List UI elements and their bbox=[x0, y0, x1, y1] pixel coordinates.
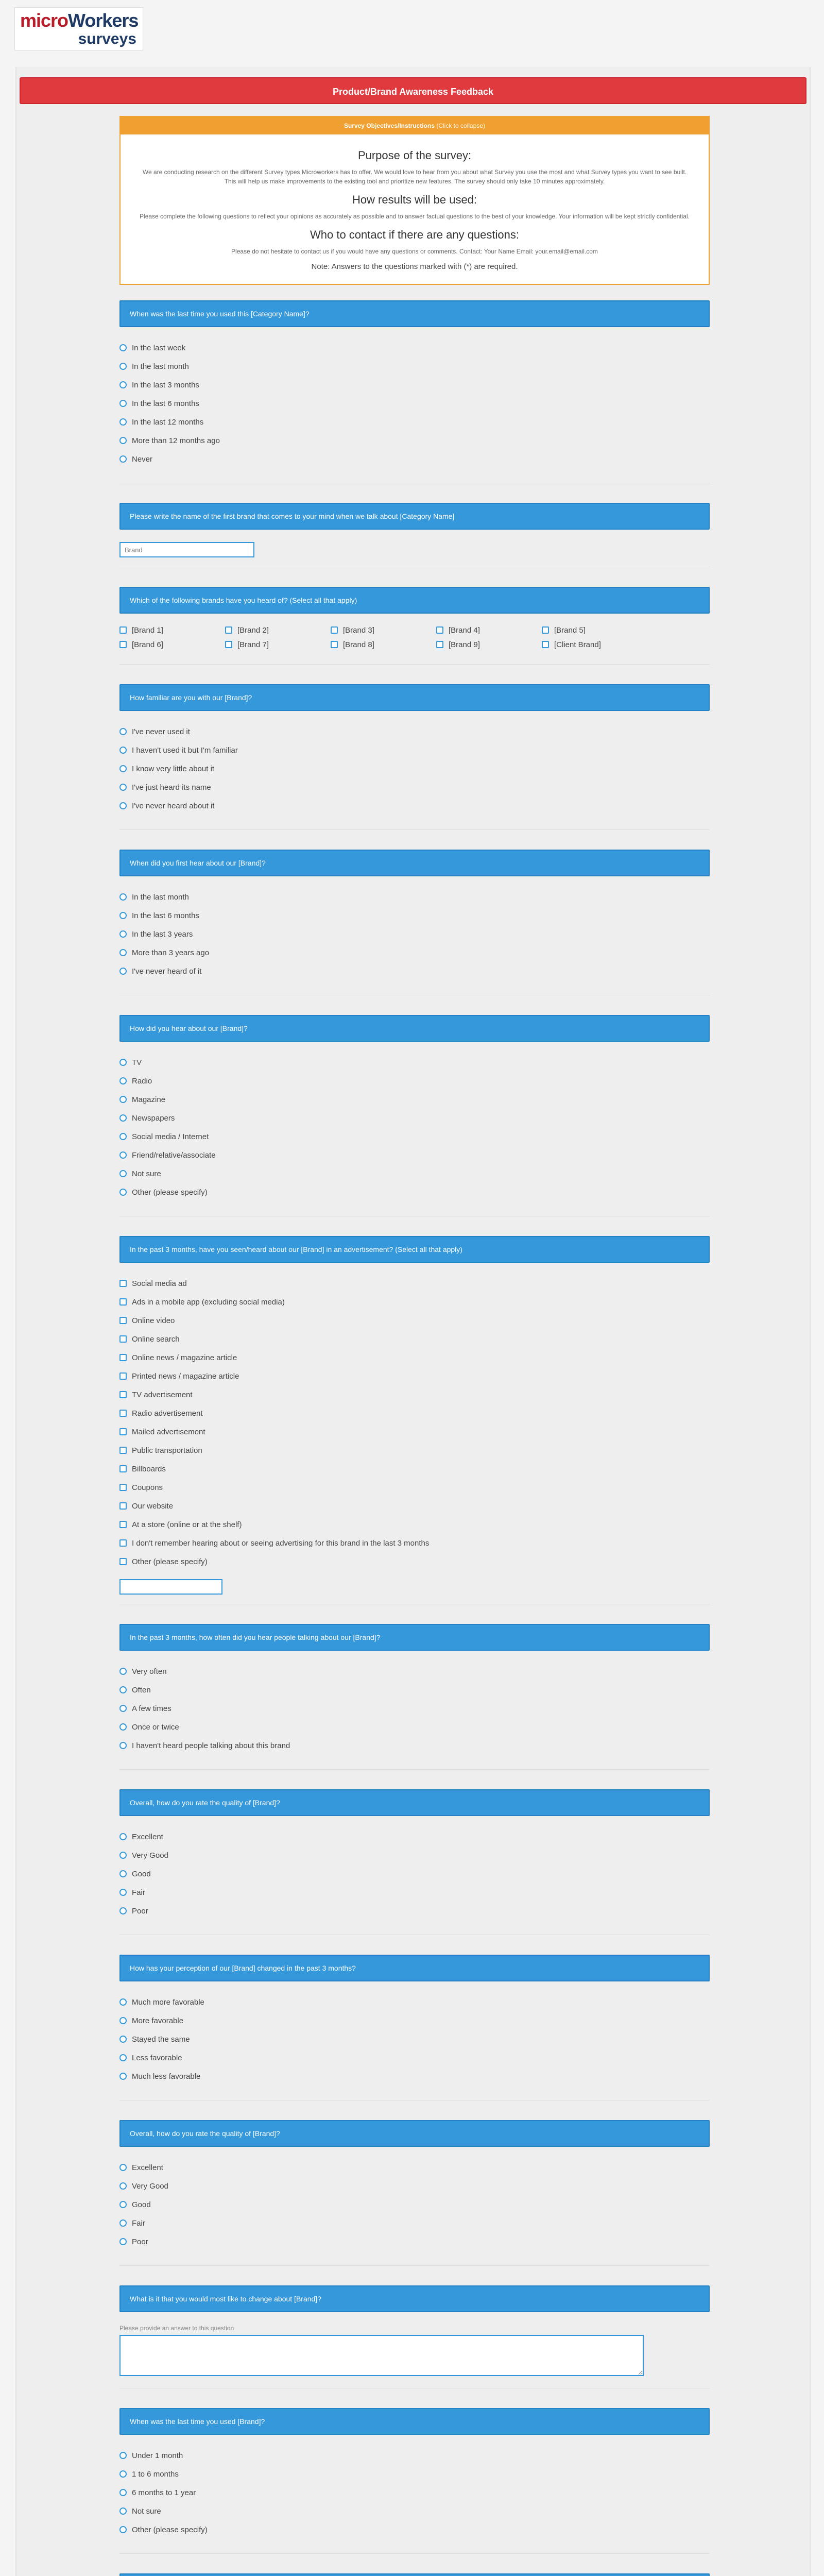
radio-button[interactable] bbox=[119, 437, 127, 444]
radio-option[interactable] bbox=[119, 759, 710, 778]
radio-button[interactable] bbox=[119, 2201, 127, 2208]
radio-option[interactable] bbox=[119, 1846, 710, 1865]
question-header: When was the last time you used this [Category Name]? bbox=[119, 300, 710, 327]
radio-button[interactable] bbox=[119, 2164, 127, 2171]
radio-option[interactable] bbox=[119, 722, 710, 741]
checkbox-option[interactable] bbox=[225, 639, 331, 650]
radio-option[interactable] bbox=[119, 338, 710, 357]
radio-option[interactable] bbox=[119, 741, 710, 759]
radio-button[interactable] bbox=[119, 344, 127, 351]
option-label: More favorable bbox=[132, 2016, 184, 2025]
option-label: Much less favorable bbox=[132, 2072, 201, 2081]
question-14 bbox=[119, 2573, 710, 2576]
option-label: Good bbox=[132, 1869, 151, 1878]
question-header: In the past 3 months, have you seen/heard about our [Brand] in an advertisement? (Select all that apply) bbox=[119, 1236, 710, 1263]
question-3 bbox=[119, 587, 710, 665]
option-label: Very Good bbox=[132, 1851, 168, 1860]
radio-option[interactable] bbox=[119, 2214, 710, 2232]
question-11 bbox=[119, 2120, 710, 2266]
checkbox-option[interactable] bbox=[119, 1311, 710, 1330]
contact-text: Please do not hesitate to contact us if you would have any questions or comments. Contact: Your Name Email: your.email@email.com bbox=[231, 248, 598, 255]
radio-button[interactable] bbox=[119, 2470, 127, 2478]
question-10 bbox=[119, 1955, 710, 2100]
option-label: I've just heard its name bbox=[132, 783, 211, 792]
option-label: Other (please specify) bbox=[132, 1188, 208, 1197]
option-label: Other (please specify) bbox=[132, 1557, 208, 1566]
results-text: Please complete the following questions to reflect your opinions as accurately as possible and to answer factual questions to the best of your knowledge. Your information will be kept strictly confidential. bbox=[140, 213, 690, 220]
radio-button[interactable] bbox=[119, 2219, 127, 2227]
logo-surveys: surveys bbox=[78, 30, 136, 47]
radio-button[interactable] bbox=[119, 2526, 127, 2533]
question-2 bbox=[119, 503, 710, 567]
radio-button[interactable] bbox=[119, 1059, 127, 1066]
option-label: Once or twice bbox=[132, 1722, 179, 1732]
checkbox[interactable] bbox=[542, 641, 549, 648]
option-label: I know very little about it bbox=[132, 764, 215, 773]
radio-button[interactable] bbox=[119, 2489, 127, 2496]
option-label: I've never used it bbox=[132, 727, 190, 736]
question-9 bbox=[119, 1789, 710, 1935]
question-4 bbox=[119, 684, 710, 830]
option-label: Magazine bbox=[132, 1095, 166, 1104]
radio-option[interactable] bbox=[119, 1902, 710, 1920]
radio-option[interactable] bbox=[119, 1053, 710, 1072]
question-13 bbox=[119, 2408, 710, 2554]
radio-option[interactable] bbox=[119, 2502, 710, 2520]
option-label: In the last 6 months bbox=[132, 911, 199, 920]
radio-option[interactable] bbox=[119, 1993, 710, 2011]
radio-option[interactable] bbox=[119, 796, 710, 815]
checkbox[interactable] bbox=[119, 1317, 127, 1324]
checkbox-option[interactable] bbox=[119, 1385, 710, 1404]
logo-workers: Workers bbox=[68, 10, 139, 31]
radio-button[interactable] bbox=[119, 1170, 127, 1177]
option-label: [Brand 7] bbox=[237, 640, 269, 649]
option-label: Not sure bbox=[132, 2506, 161, 2516]
answer-label: Please provide an answer to this question bbox=[119, 2325, 234, 2332]
checkbox[interactable] bbox=[542, 626, 549, 634]
option-label: Mailed advertisement bbox=[132, 1427, 205, 1436]
instructions-toggle[interactable] bbox=[121, 117, 709, 134]
checkbox[interactable] bbox=[119, 1298, 127, 1306]
radio-option[interactable] bbox=[119, 2177, 710, 2195]
option-label: In the last month bbox=[132, 362, 189, 371]
option-label: Online search bbox=[132, 1334, 180, 1344]
radio-button[interactable] bbox=[119, 765, 127, 772]
radio-button[interactable] bbox=[119, 2073, 127, 2080]
radio-option[interactable] bbox=[119, 1183, 710, 1201]
contact-title: Who to contact if there are any questions: bbox=[310, 228, 519, 241]
checkbox[interactable] bbox=[436, 641, 443, 648]
radio-option[interactable] bbox=[119, 1699, 710, 1718]
radio-option[interactable] bbox=[119, 1827, 710, 1846]
checkbox-option[interactable] bbox=[119, 1497, 710, 1515]
radio-button[interactable] bbox=[119, 728, 127, 735]
option-label: I've never heard of it bbox=[132, 967, 202, 976]
question-7 bbox=[119, 1236, 710, 1604]
option-label: I haven't heard people talking about this brand bbox=[132, 1741, 290, 1750]
radio-button[interactable] bbox=[119, 2054, 127, 2061]
checkbox[interactable] bbox=[119, 1372, 127, 1380]
radio-button[interactable] bbox=[119, 2452, 127, 2459]
option-label: Poor bbox=[132, 1906, 148, 1916]
top-bar bbox=[0, 0, 824, 67]
divider bbox=[119, 2265, 710, 2266]
divider bbox=[119, 1769, 710, 1770]
purpose-title: Purpose of the survey: bbox=[357, 149, 472, 162]
option-label: Stayed the same bbox=[132, 2035, 190, 2044]
checkbox-option[interactable] bbox=[331, 639, 436, 650]
checkbox[interactable] bbox=[119, 1539, 127, 1547]
radio-option[interactable] bbox=[119, 943, 710, 962]
option-label: [Brand 3] bbox=[343, 625, 374, 635]
radio-button[interactable] bbox=[119, 1870, 127, 1877]
checkbox-option[interactable] bbox=[119, 1441, 710, 1460]
option-label: [Brand 1] bbox=[132, 625, 163, 635]
checkbox-option[interactable] bbox=[119, 1422, 710, 1441]
checkbox-option[interactable] bbox=[119, 1330, 710, 1348]
purpose-text: We are conducting research on the different Survey types Microworkers has to offer. We would love to hear from you about what Survey you use the most and what Survey types you want to see built. This will help us make improvements to the existing tool and prioritize new features. The survey should only take 10 minutes approximately. bbox=[142, 168, 687, 185]
radio-button[interactable] bbox=[119, 1742, 127, 1749]
question-12 bbox=[119, 2285, 710, 2388]
radio-option[interactable] bbox=[119, 1127, 710, 1146]
radio-button[interactable] bbox=[119, 455, 127, 463]
radio-button[interactable] bbox=[119, 418, 127, 426]
option-label: Under 1 month bbox=[132, 2451, 183, 2460]
radio-option[interactable] bbox=[119, 2048, 710, 2067]
option-label: Not sure bbox=[132, 1169, 161, 1178]
radio-button[interactable] bbox=[119, 2182, 127, 2190]
checkbox-option[interactable] bbox=[119, 639, 225, 650]
checkbox[interactable] bbox=[119, 1354, 127, 1361]
question-header: Overall, how do you rate the quality of [Brand]? bbox=[119, 1789, 710, 1816]
radio-button[interactable] bbox=[119, 802, 127, 809]
radio-option[interactable] bbox=[119, 2465, 710, 2483]
question-header: Which of the following brands have you heard of? (Select all that apply) bbox=[119, 587, 710, 614]
question-6 bbox=[119, 1015, 710, 1216]
radio-option[interactable] bbox=[119, 431, 710, 450]
radio-button[interactable] bbox=[119, 1705, 127, 1712]
option-label: In the last month bbox=[132, 892, 189, 902]
checkbox[interactable] bbox=[119, 626, 127, 634]
option-label: Ads in a mobile app (excluding social media) bbox=[132, 1297, 285, 1307]
radio-option[interactable] bbox=[119, 1718, 710, 1736]
checkbox[interactable] bbox=[119, 1410, 127, 1417]
radio-option[interactable] bbox=[119, 450, 710, 468]
option-label: Public transportation bbox=[132, 1446, 202, 1455]
option-label: Printed news / magazine article bbox=[132, 1371, 239, 1381]
checkbox[interactable] bbox=[119, 1484, 127, 1491]
results-title: How results will be used: bbox=[352, 193, 477, 206]
question-header: When was the last time you used [Brand]? bbox=[119, 2408, 710, 2435]
option-label: More than 3 years ago bbox=[132, 948, 210, 957]
radio-button[interactable] bbox=[119, 1686, 127, 1693]
option-label: A few times bbox=[132, 1704, 171, 1713]
checkbox[interactable] bbox=[119, 1280, 127, 1287]
radio-option[interactable] bbox=[119, 2520, 710, 2539]
option-label: [Brand 6] bbox=[132, 640, 163, 649]
checkbox-option[interactable] bbox=[119, 1515, 710, 1534]
question-header: How familiar are you with our [Brand]? bbox=[119, 684, 710, 711]
option-label: [Brand 4] bbox=[449, 625, 480, 635]
radio-button[interactable] bbox=[119, 949, 127, 956]
option-label: 1 to 6 months bbox=[132, 2469, 179, 2479]
checkbox-option[interactable] bbox=[542, 639, 647, 650]
radio-button[interactable] bbox=[119, 1114, 127, 1122]
radio-option[interactable] bbox=[119, 2483, 710, 2502]
option-label: Coupons bbox=[132, 1483, 163, 1492]
checkbox-option[interactable] bbox=[225, 625, 331, 635]
radio-option[interactable] bbox=[119, 357, 710, 376]
checkbox-option[interactable] bbox=[436, 639, 542, 650]
checkbox[interactable] bbox=[436, 626, 443, 634]
radio-button[interactable] bbox=[119, 1668, 127, 1675]
question-1 bbox=[119, 300, 710, 483]
checkbox-option[interactable] bbox=[542, 625, 647, 635]
option-label: In the last 6 months bbox=[132, 399, 199, 408]
radio-button[interactable] bbox=[119, 1852, 127, 1859]
option-label: Online news / magazine article bbox=[132, 1353, 237, 1362]
option-label: Radio bbox=[132, 1076, 152, 1086]
checkbox[interactable] bbox=[119, 641, 127, 648]
option-label: TV bbox=[132, 1058, 142, 1067]
radio-button[interactable] bbox=[119, 893, 127, 901]
question-header: How has your perception of our [Brand] changed in the past 3 months? bbox=[119, 1955, 710, 1981]
option-label: Never bbox=[132, 454, 153, 464]
radio-option[interactable] bbox=[119, 1883, 710, 1902]
question-header: Overall, how do you rate the quality of [Brand]? bbox=[119, 2120, 710, 2147]
checkbox[interactable] bbox=[119, 1521, 127, 1528]
question-header: What is it that you would most like to change about [Brand]? bbox=[119, 2285, 710, 2312]
option-label: Radio advertisement bbox=[132, 1409, 203, 1418]
checkbox-option[interactable] bbox=[119, 1460, 710, 1478]
radio-option[interactable] bbox=[119, 962, 710, 980]
radio-option[interactable] bbox=[119, 778, 710, 796]
option-label: Excellent bbox=[132, 2163, 163, 2172]
option-label: Very often bbox=[132, 1667, 167, 1676]
checkbox-option[interactable] bbox=[119, 1367, 710, 1385]
radio-button[interactable] bbox=[119, 1889, 127, 1896]
radio-option[interactable] bbox=[119, 2158, 710, 2177]
option-label: In the last 12 months bbox=[132, 417, 204, 427]
checkbox-option[interactable] bbox=[119, 1552, 710, 1571]
radio-option[interactable] bbox=[119, 1736, 710, 1755]
question-header: Please write the name of the first brand that comes to your mind when we talk about [Category Name] bbox=[119, 503, 710, 530]
option-label: Fair bbox=[132, 2218, 145, 2228]
checkbox-option[interactable] bbox=[331, 625, 436, 635]
option-label: In the last week bbox=[132, 343, 186, 352]
question-8 bbox=[119, 1624, 710, 1770]
other-specify-input[interactable] bbox=[119, 1579, 222, 1595]
option-label: I've never heard about it bbox=[132, 801, 215, 810]
option-label: Good bbox=[132, 2200, 151, 2209]
radio-button[interactable] bbox=[119, 1907, 127, 1914]
radio-button[interactable] bbox=[119, 912, 127, 919]
option-label: Much more favorable bbox=[132, 1997, 204, 2007]
radio-button[interactable] bbox=[119, 747, 127, 754]
radio-option[interactable] bbox=[119, 1662, 710, 1681]
radio-button[interactable] bbox=[119, 1189, 127, 1196]
radio-option[interactable] bbox=[119, 925, 710, 943]
radio-option[interactable] bbox=[119, 1146, 710, 1164]
option-label: Social media ad bbox=[132, 1279, 187, 1288]
option-label: Online video bbox=[132, 1316, 175, 1325]
radio-button[interactable] bbox=[119, 363, 127, 370]
checkbox-option[interactable] bbox=[119, 1534, 710, 1552]
radio-button[interactable] bbox=[119, 784, 127, 791]
radio-button[interactable] bbox=[119, 1096, 127, 1103]
option-label: More than 12 months ago bbox=[132, 436, 220, 445]
instructions-panel bbox=[119, 116, 710, 285]
option-label: 6 months to 1 year bbox=[132, 2488, 196, 2497]
checkbox[interactable] bbox=[225, 641, 232, 648]
question-header: How did you hear about our [Brand]? bbox=[119, 1015, 710, 1042]
radio-option[interactable] bbox=[119, 888, 710, 906]
option-label: Fair bbox=[132, 1888, 145, 1897]
survey-title: Product/Brand Awareness Feedback bbox=[20, 77, 806, 104]
survey-area bbox=[119, 116, 710, 2576]
radio-button[interactable] bbox=[119, 2507, 127, 2515]
radio-button[interactable] bbox=[119, 968, 127, 975]
option-label: Social media / Internet bbox=[132, 1132, 209, 1141]
option-label: In the last 3 months bbox=[132, 380, 199, 389]
radio-option[interactable] bbox=[119, 906, 710, 925]
checkbox[interactable] bbox=[225, 626, 232, 634]
option-label: Poor bbox=[132, 2237, 148, 2246]
radio-button[interactable] bbox=[119, 1077, 127, 1084]
radio-option[interactable] bbox=[119, 1681, 710, 1699]
radio-button[interactable] bbox=[119, 1723, 127, 1731]
checkbox[interactable] bbox=[119, 1391, 127, 1398]
option-label: At a store (online or at the shelf) bbox=[132, 1520, 242, 1529]
radio-option[interactable] bbox=[119, 2446, 710, 2465]
radio-option[interactable] bbox=[119, 2232, 710, 2251]
radio-option[interactable] bbox=[119, 1109, 710, 1127]
radio-button[interactable] bbox=[119, 400, 127, 407]
checkbox-option[interactable] bbox=[119, 1274, 710, 1293]
divider bbox=[119, 2553, 710, 2554]
logo-micro: micro bbox=[20, 10, 68, 31]
radio-button[interactable] bbox=[119, 1833, 127, 1840]
change-answer-textarea[interactable] bbox=[119, 2335, 644, 2376]
question-header: In the past 3 months, how often did you hear people talking about our [Brand]? bbox=[119, 1624, 710, 1651]
checkbox-option[interactable] bbox=[119, 1293, 710, 1311]
option-label: I don't remember hearing about or seeing advertising for this brand in the last 3 months bbox=[132, 1538, 430, 1548]
radio-button[interactable] bbox=[119, 2017, 127, 2024]
option-label: I haven't used it but I'm familiar bbox=[132, 745, 238, 755]
radio-button[interactable] bbox=[119, 1151, 127, 1159]
radio-option[interactable] bbox=[119, 1090, 710, 1109]
option-label: [Brand 8] bbox=[343, 640, 374, 649]
radio-option[interactable] bbox=[119, 2067, 710, 2086]
option-label: [Brand 2] bbox=[237, 625, 269, 635]
checkbox[interactable] bbox=[119, 1465, 127, 1472]
option-label: Other (please specify) bbox=[132, 2525, 208, 2534]
question-5 bbox=[119, 850, 710, 995]
question-header: When did you first hear about our [Brand]? bbox=[119, 850, 710, 876]
option-label: Excellent bbox=[132, 1832, 163, 1841]
checkbox[interactable] bbox=[119, 1502, 127, 1510]
checkbox[interactable] bbox=[331, 626, 338, 634]
brand-input[interactable] bbox=[119, 542, 254, 557]
divider bbox=[119, 829, 710, 830]
checkbox[interactable] bbox=[119, 1558, 127, 1565]
option-label: In the last 3 years bbox=[132, 929, 193, 939]
question-header bbox=[119, 2573, 710, 2576]
option-label: Very Good bbox=[132, 2181, 168, 2191]
radio-option[interactable] bbox=[119, 376, 710, 394]
checkbox[interactable] bbox=[119, 1447, 127, 1454]
radio-option[interactable] bbox=[119, 2195, 710, 2214]
required-note: Note: Answers to the questions marked with (*) are required. bbox=[311, 262, 518, 271]
checkbox-option[interactable] bbox=[436, 625, 542, 635]
radio-button[interactable] bbox=[119, 930, 127, 938]
option-label: Billboards bbox=[132, 1464, 166, 1473]
option-label: [Brand 9] bbox=[449, 640, 480, 649]
option-label: Our website bbox=[132, 1501, 174, 1511]
radio-option[interactable] bbox=[119, 2030, 710, 2048]
option-label: Friend/relative/associate bbox=[132, 1150, 216, 1160]
instructions-hint: (Click to collapse) bbox=[436, 122, 486, 129]
radio-button[interactable] bbox=[119, 2036, 127, 2043]
checkbox[interactable] bbox=[119, 1335, 127, 1343]
radio-button[interactable] bbox=[119, 1133, 127, 1140]
radio-button[interactable] bbox=[119, 2238, 127, 2245]
radio-option[interactable] bbox=[119, 1072, 710, 1090]
checkbox[interactable] bbox=[331, 641, 338, 648]
option-label: TV advertisement bbox=[132, 1390, 193, 1399]
checkbox[interactable] bbox=[119, 1428, 127, 1435]
checkbox-option[interactable] bbox=[119, 1478, 710, 1497]
radio-button[interactable] bbox=[119, 381, 127, 388]
checkbox-option[interactable] bbox=[119, 1404, 710, 1422]
radio-option[interactable] bbox=[119, 2011, 710, 2030]
microworkers-logo[interactable] bbox=[14, 7, 143, 50]
instructions-header: Survey Objectives/Instructions bbox=[344, 122, 435, 129]
radio-option[interactable] bbox=[119, 1164, 710, 1183]
radio-option[interactable] bbox=[119, 413, 710, 431]
option-label: Less favorable bbox=[132, 2053, 182, 2062]
checkbox-option[interactable] bbox=[119, 1348, 710, 1367]
option-label: [Client Brand] bbox=[554, 640, 601, 649]
option-label: [Brand 5] bbox=[554, 625, 586, 635]
option-label: Newspapers bbox=[132, 1113, 175, 1123]
radio-option[interactable] bbox=[119, 1865, 710, 1883]
checkbox-option[interactable] bbox=[119, 625, 225, 635]
option-label: Often bbox=[132, 1685, 151, 1694]
radio-button[interactable] bbox=[119, 1998, 127, 2006]
radio-option[interactable] bbox=[119, 394, 710, 413]
divider bbox=[119, 664, 710, 665]
